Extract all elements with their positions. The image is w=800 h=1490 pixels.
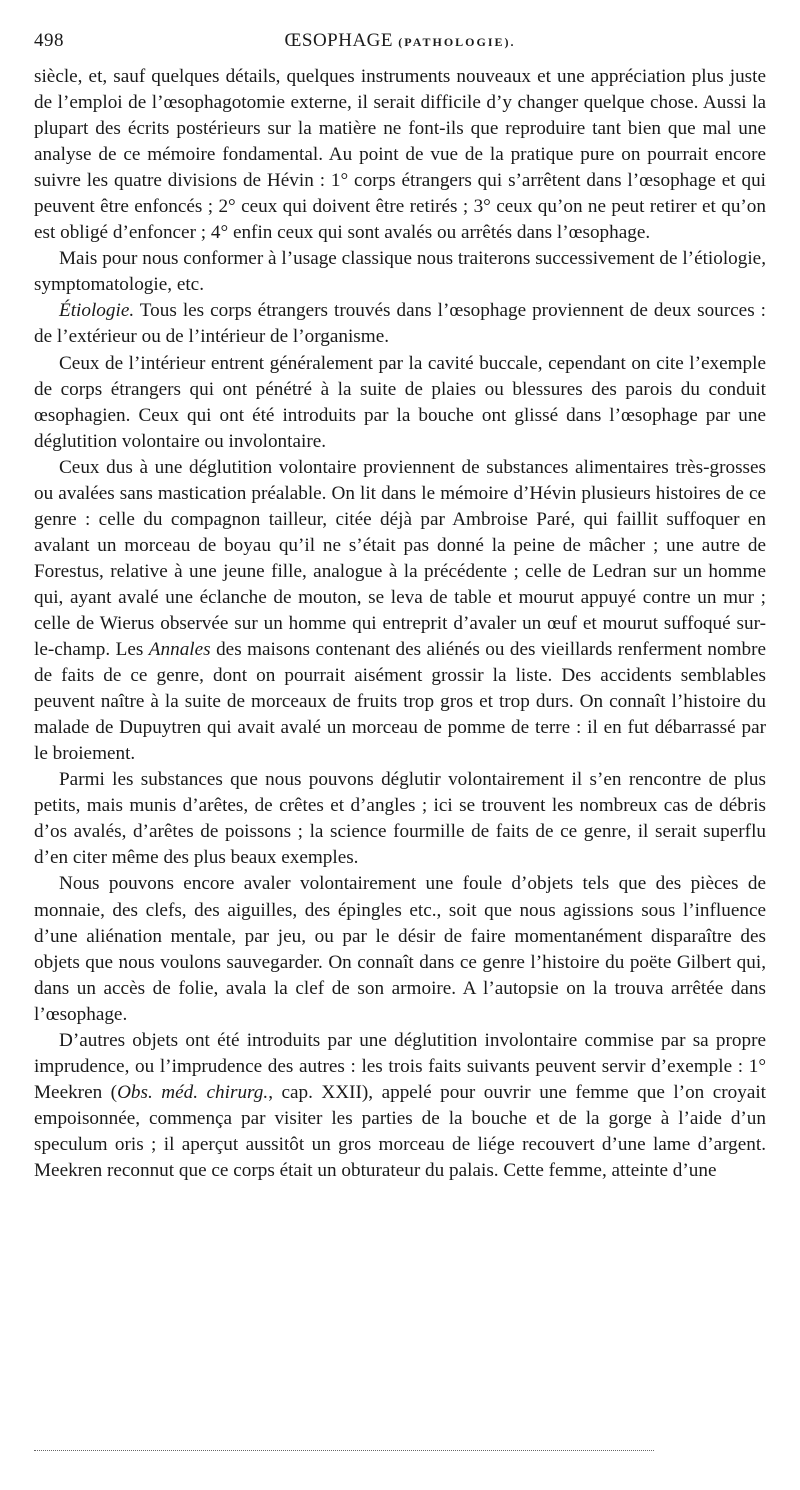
paragraph-text: Nous pouvons encore avaler volontairement une foule d’objets tels que des pièces de monnaie, des clefs, des aiguilles, des épingles etc., soit que nous agissions sous l’influence d’une aliénation mentale, par jeu, ou par le désir de faire momentanément disparaître des objets que nous voulons sauvegarder. On connaît dans ce genre l’histoire du poëte Gilbert qui, dans un accès de folie, avala la clef de son armoire. A l’autopsie on la trouva arrêtée dans l’œsophage. (34, 873, 766, 1025)
paragraph (34, 767, 766, 871)
footer-dotted-rule (34, 1450, 654, 1451)
italic-text: Obs. méd. chirurg. (117, 1081, 269, 1103)
running-head (34, 30, 766, 52)
paragraph-text: D’autres objets ont été introduits par une déglutition involontaire commise par sa propre imprudence, ou l’imprudence des autres : les trois faits suivants peuvent servir d’exemple : 1° Meekren ( (34, 1029, 766, 1103)
paragraph (34, 64, 766, 246)
paragraph-text: Ceux de l’intérieur entrent généralement par la cavité buccale, cependant on cite l’exemple de corps étrangers qui ont pénétré à la suite de plaies ou blessures des parois du conduit œsophagien. Ceux qui ont été introduits par la bouche ont glissé dans l’œsophage par une déglutition volontaire ou involontaire. (34, 352, 766, 452)
paragraph (34, 298, 766, 350)
page-number: 498 (34, 30, 64, 51)
paragraph-text: Ceux dus à une déglutition volontaire proviennent de substances alimentaires très-grosses ou avalées sans mastication préalable. On lit dans le mémoire d’Hévin plusieurs histoires de ce genre : celle du compagnon tailleur, citée déjà par Ambroise Paré, qui faillit suffoquer en avalant un morceau de boyau qu’il ne s’était pas donné la peine de mâcher ; une autre de Forestus, relative à une jeune fille, analogue à la précédente ; celle de Ledran sur un homme qui, ayant avalé une éclanche de mouton, se leva de table et mourut appuyé contre un mur ; celle de Wierus observée sur un homme qui entreprit d’avaler un œuf et mourut suffoqué sur-le-champ. Les (34, 456, 766, 661)
paragraph (34, 246, 766, 298)
paragraph-text: siècle, et, sauf quelques détails, quelques instruments nouveaux et une appréciation plus juste de l’emploi de l’œsophagotomie externe, il serait difficile d’y changer quelque chose. Aussi la plupart des écrits postérieurs sur la matière ne font-ils que reproduire tant bien que mal une analyse de ce mémoire fondamental. Au point de vue de la pratique pure on pourrait encore suivre les quatre divisions de Hévin : 1° corps étrangers qui s’arrêtent dans l’œsophage et qui peuvent être enfoncés ; 2° ceux qui doivent être retirés ; 3° ceux qu’on ne peut retirer et qu’on est obligé d’enfoncer ; 4° enfin ceux qui sont avalés ou arrêtés dans l’œsophage. (34, 66, 766, 244)
paragraph-text: des maisons contenant des aliénés ou des vieillards renferment nombre de faits de ce genre, dont on pourrait aisément grossir la liste. Des accidents semblables peuvent naître à la suite de morceaux de fruits trop gros et trop durs. On connaît l’histoire du malade de Dupuytren qui avait avalé un morceau de pomme de terre : il en fut débarrassé par le broiement. (34, 639, 766, 765)
running-head-subtitle: (PATHOLOGIE). (398, 35, 516, 49)
running-head-title: ŒSOPHAGE (284, 30, 394, 51)
paragraph (34, 455, 766, 768)
body-text (34, 64, 766, 1184)
italic-text: Annales (148, 639, 211, 661)
paragraph (34, 351, 766, 455)
paragraph-text: Mais pour nous conformer à l’usage classique nous traiterons successivement de l’étiologie, symptomatologie, etc. (34, 248, 766, 296)
italic-text: Étiologie. (59, 300, 135, 322)
paragraph-text: Parmi les substances que nous pouvons déglutir volontairement il s’en rencontre de plus petits, mais munis d’arêtes, de crêtes et d’angles ; ici se trouvent les nombreux cas de débris d’os avalés, d’arêtes de poissons ; la science fourmille de faits de ce genre, il serait superflu d’en citer même des plus beaux exemples. (34, 769, 766, 869)
paragraph-text: Tous les corps étrangers trouvés dans l’œsophage proviennent de deux sources : de l’extérieur ou de l’intérieur de l’organisme. (34, 300, 766, 348)
paragraph (34, 871, 766, 1027)
paragraph (34, 1028, 766, 1184)
page-header (34, 30, 766, 58)
paragraph-text: , cap. XXII), appelé pour ouvrir une femme que l’on croyait empoisonnée, commença par visiter les parties de la bouche et de la gorge à l’aide d’un speculum oris ; il aperçut aussitôt un gros morceau de liége recouvert d’une lame d’argent. Meekren reconnut que ce corps était un obturateur du palais. Cette femme, atteinte d’une (34, 1081, 767, 1181)
